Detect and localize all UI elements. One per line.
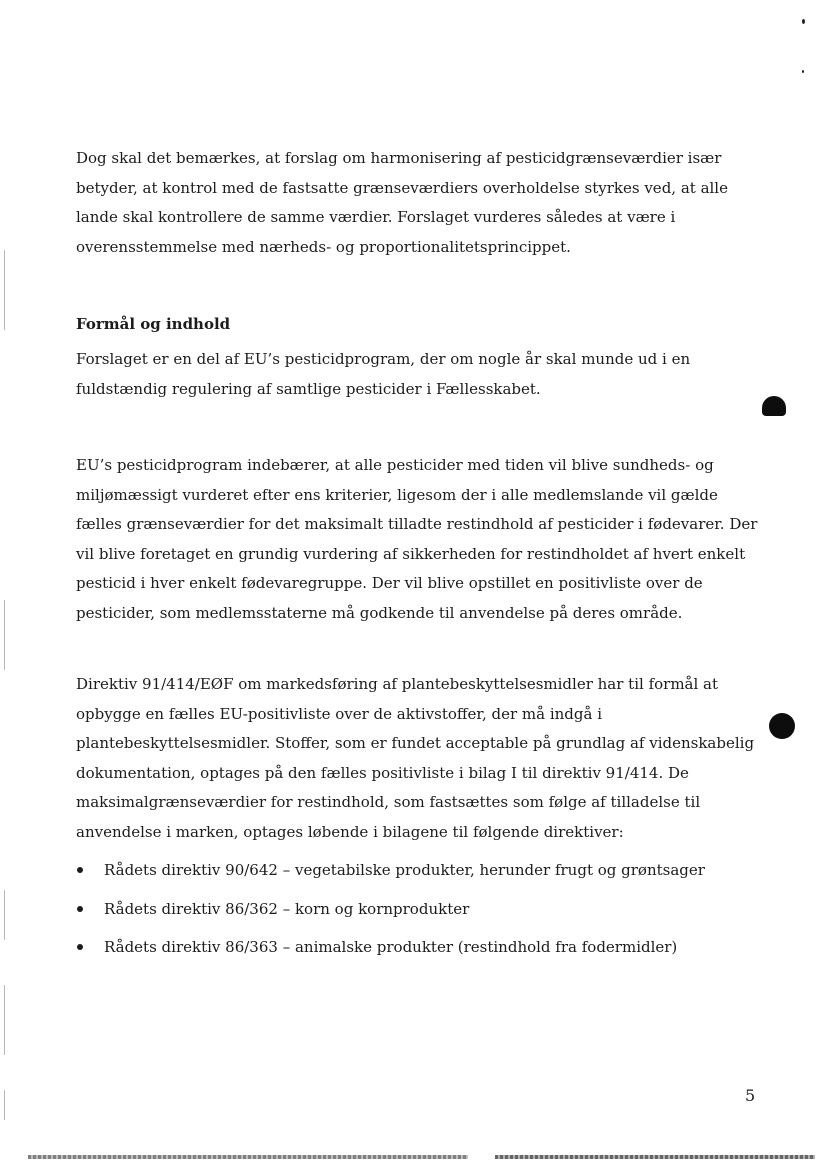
page-number: 5 (745, 1086, 756, 1105)
scan-edge-mark (4, 890, 5, 940)
scan-edge-mark (4, 600, 5, 670)
paragraph-proportionality: Dog skal det bemærkes, at forslag om harmonisering af pesticidgrænseværdier især betyder, at kontrol med de fastsatte grænseværdiers overholdelse styrkes ved, at alle lande skal kontrollere de samme værdier. Forslaget vurderes således at være i overensstemmelse med nærheds- og proportionalitetsprincippet. (76, 149, 728, 256)
directive-list (76, 859, 766, 975)
punch-hole-mark (762, 396, 786, 416)
list-item-text: Rådets direktiv 86/362 – korn og kornprodukter (104, 899, 470, 918)
list-item (76, 898, 766, 937)
paragraph-purpose: Forslaget er en del af EU’s pesticidprogram, der om nogle år skal munde ud i en fuldstændig regulering af samtlige pesticider i Fællesskabet. (76, 350, 691, 398)
scan-edge-mark (4, 1090, 5, 1120)
paragraph-pesticide-program: EU’s pesticidprogram indebærer, at alle pesticider med tiden vil blive sundheds- og miljømæssigt vurderet efter ens kriterier, ligesom der i alle medlemslande vil gælde fælles grænseværdier for det maksimalt tilladte restindhold af pesticider i fødevarer. Der vil blive foretaget en grundig vurdering af sikkerheden for restindholdet af hvert enkelt pesticid i hver enkelt fødevaregruppe. Der vil blive opstillet en positivliste over de pesticider, som medlemsstaterne må godkende til anvendelse på deres område. (76, 456, 758, 622)
scan-edge-mark (4, 250, 5, 330)
scan-bottom-edge (495, 1155, 815, 1159)
list-item-text: Rådets direktiv 86/363 – animalske produkter (restindhold fra fodermidler) (104, 938, 678, 956)
section-heading: Formål og indhold (76, 315, 231, 333)
bullet-icon (77, 867, 83, 873)
bullet-icon (77, 906, 83, 912)
scan-speck (802, 70, 804, 73)
list-item (76, 859, 766, 898)
bullet-icon (77, 944, 83, 950)
scan-speck (802, 19, 805, 24)
scan-bottom-edge (28, 1155, 468, 1159)
punch-hole-mark (769, 713, 795, 739)
list-item-text: Rådets direktiv 90/642 – vegetabilske produkter, herunder frugt og grøntsager (104, 861, 705, 879)
scan-edge-mark (4, 985, 5, 1055)
paragraph-directive: Direktiv 91/414/EØF om markedsføring af plantebeskyttelsesmidler har til formål at opbygge en fælles EU-positivliste over de aktivstoffer, der må indgå i plantebeskyttelsesmidler. Stoffer, som er fundet acceptable på grundlag af videnskabelig dokumentation, optages på den fælles positivliste i bilag I til direktiv 91/414. De maksimalgrænseværdier for restindhold, som fastsættes som følge af tilladelse til anvendelse i marken, optages løbende i bilagene til følgende direktiver: (76, 675, 755, 841)
list-item (76, 936, 766, 975)
